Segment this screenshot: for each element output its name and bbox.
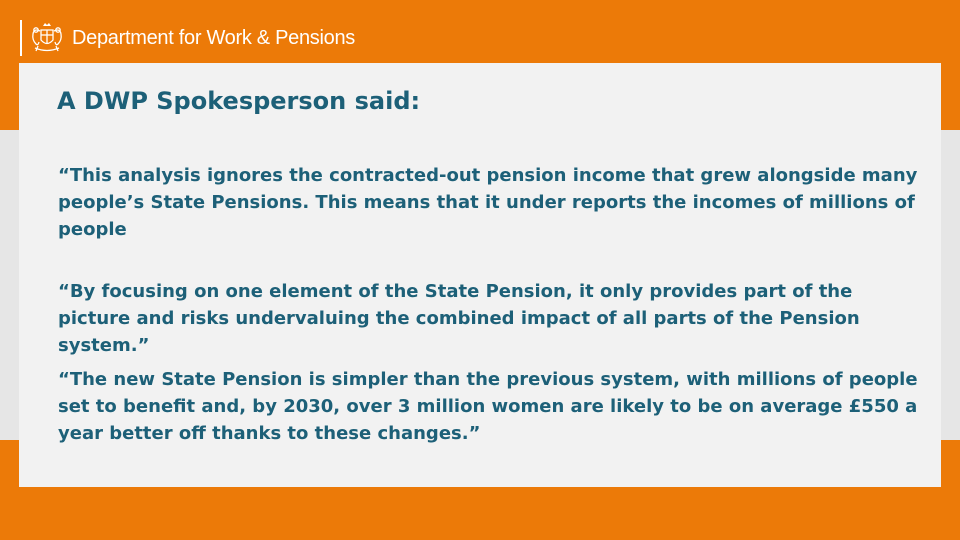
department-header [20,18,355,58]
quote-paragraph: “This analysis ignores the contracted-out pension income that grew alongside many people’s State Pensions. This means that it under reports the incomes of millions of people [58,165,918,240]
quote-paragraph: “The new State Pension is simpler than the previous system, with millions of people set to benefit and, by 2030, over 3 million women are likely to be on average £550 a year better off thanks to these changes.” [58,369,918,444]
header-divider [20,20,22,56]
statement-heading: A DWP Spokesperson said: [57,87,421,115]
royal-coat-of-arms-icon [30,22,64,54]
department-name: Department for Work & Pensions [72,26,355,49]
statement-panel [19,63,941,487]
quote-paragraph: “By focusing on one element of the State Pension, it only provides part of the picture and risks undervaluing the combined impact of all parts of the Pension system.” [58,281,860,356]
